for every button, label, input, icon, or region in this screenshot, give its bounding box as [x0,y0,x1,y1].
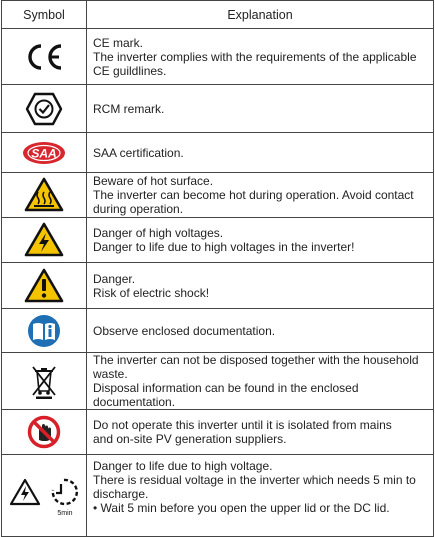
explanation-line: Disposal information can be found in the enclosed documentation. [93,381,359,409]
explanation-line: SAA certification. [93,145,184,160]
table-row [2,410,434,455]
symbol-cell [2,410,87,455]
table-row [2,29,434,85]
explanation-cell [87,455,434,537]
explanation-line: There is residual voltage in the inverter which needs 5 min to [93,473,416,487]
table-row [2,263,434,309]
explanation-line: discharge. [93,487,149,501]
explanation-line: The inverter can become hot during operation. Avoid contact [93,188,414,202]
table-row [2,218,434,263]
explanation-cell [87,29,434,85]
symbol-cell [2,353,87,410]
table-row [2,353,434,410]
saa-certification-icon [21,140,67,166]
symbol-cell [2,173,87,218]
symbol-cell [2,85,87,133]
do-not-touch-icon [27,415,61,449]
symbol-cell [2,29,87,85]
explanation-line: during operation. [93,202,184,216]
explanation-cell [87,309,434,353]
explanation-cell [87,410,434,455]
table-header-row [2,1,434,29]
explanation-line: CE mark. [93,35,144,50]
icon-5min-label: 5min [57,509,73,517]
explanation-cell [87,263,434,309]
explanation-line: and on-site PV generation suppliers. [93,432,287,446]
explanation-column-header: Explanation [87,1,434,29]
explanation-line: Observe enclosed documentation. [93,323,276,338]
explanation-cell [87,353,434,410]
symbol-table [1,0,434,537]
symbol-cell [2,133,87,173]
hot-surface-warning-icon [24,177,64,213]
danger-warning-icon [24,268,64,304]
explanation-line: Danger to life due to high voltage. [93,459,273,473]
explanation-line: Danger to life due to high voltages in the inverter! [93,240,355,254]
table-row [2,85,434,133]
explanation-line: • Wait 5 min before you open the upper lid or the DC lid. [93,501,390,515]
high-voltage-warning-icon [24,222,64,258]
explanation-line: RCM remark. [93,101,165,116]
explanation-line: Beware of hot surface. [93,174,214,188]
symbol-cell [2,218,87,263]
explanation-line: Risk of electric shock! [93,285,210,300]
symbol-cell [2,309,87,353]
table-row [2,455,434,537]
table-row [2,309,434,353]
explanation-cell [87,133,434,173]
explanation-line: The inverter complies with the requirements of the applicable [93,49,417,64]
symbol-cell [2,263,87,309]
explanation-line: The inverter can not be disposed together with the household waste. [93,353,419,381]
symbol-cell [2,455,87,537]
explanation-cell [87,173,434,218]
table-row [2,173,434,218]
documentation-icon [27,314,61,348]
symbol-column-header: Symbol [2,1,87,29]
weee-disposal-icon [29,363,59,399]
ce-mark-icon [24,43,64,71]
rcm-mark-icon [25,91,63,127]
explanation-line: CE guildlines. [93,63,167,78]
explanation-line: Do not operate this inverter until it is isolated from mains [93,418,392,432]
explanation-line: Danger. [93,271,136,286]
saa-icon-label: SAA [31,146,57,160]
explanation-cell [87,85,434,133]
residual-voltage-5min-icon [9,474,79,518]
explanation-cell [87,218,434,263]
explanation-line: Danger of high voltages. [93,226,224,240]
table-row [2,133,434,173]
